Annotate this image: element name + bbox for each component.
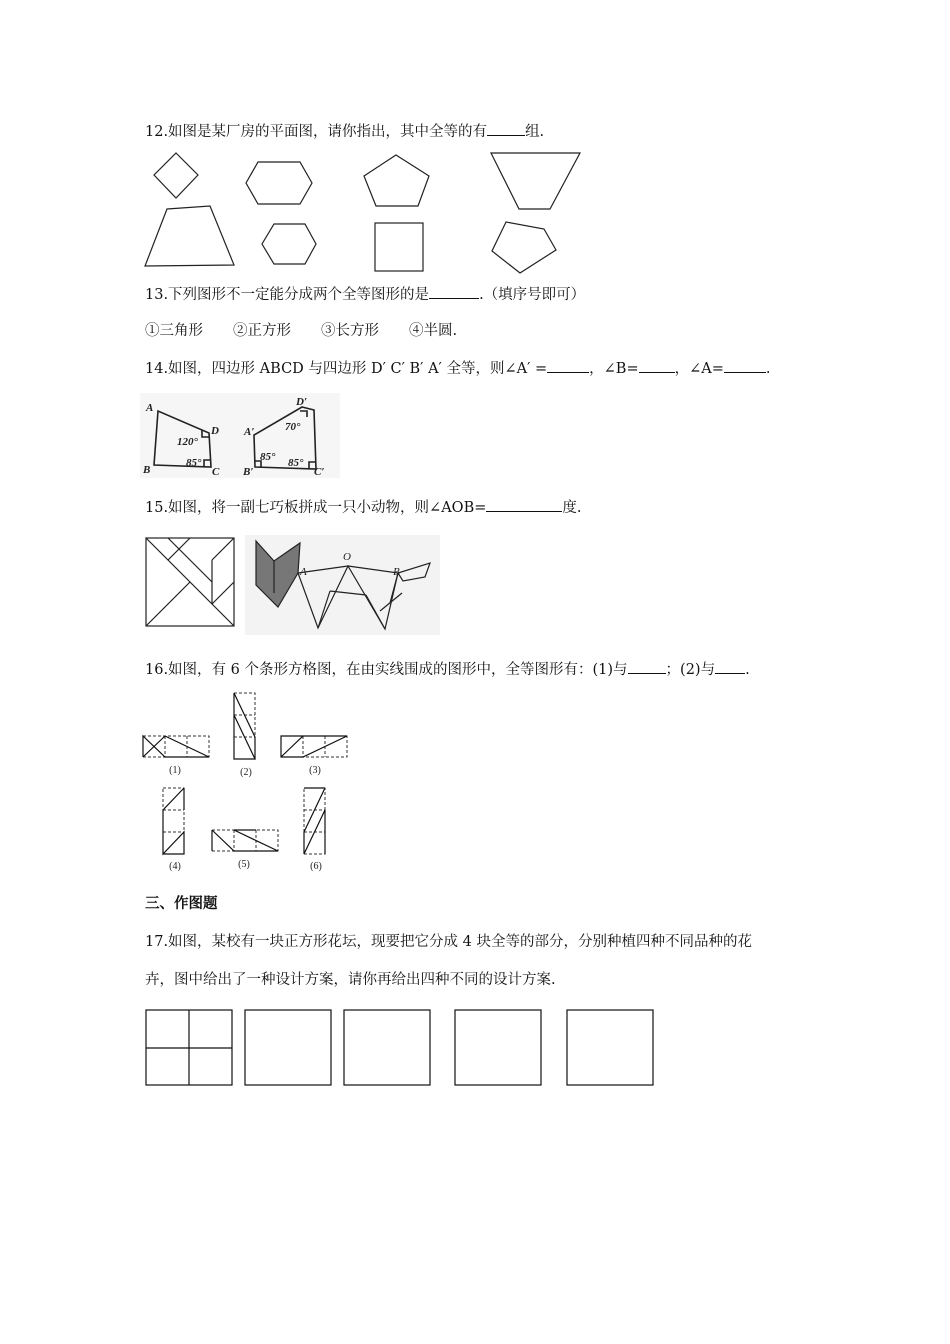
caption-5: (5) (238, 859, 250, 870)
q13-options (145, 321, 457, 341)
q16-text-3: . (745, 662, 750, 678)
q13-option-4: ④半圆. (409, 323, 458, 339)
label-A: A (146, 402, 154, 414)
q14-text-4: . (765, 361, 771, 377)
q14-text-1: 14.如图，四边形 ABCD 与四边形 D′ C′ B′ A′ 全等，则∠A′ = (145, 361, 548, 377)
trapezoid-shape-bottom (145, 206, 234, 266)
q13-text-after: .（填序号即可） (479, 287, 586, 303)
trapezoid-shape-top (491, 153, 580, 209)
square-shape (375, 223, 423, 271)
angle-70: 70° (285, 421, 301, 433)
label-D: D (211, 425, 219, 437)
q12-text-after: 组. (525, 124, 545, 140)
q15-answer-blank[interactable] (486, 497, 562, 512)
label-C: C (212, 466, 220, 478)
q14-quadrilaterals-figure (140, 393, 340, 478)
label-B: B (393, 566, 400, 578)
angle-85-a: 85° (260, 451, 276, 463)
caption-1: (1) (169, 765, 181, 776)
q16-text-1: 16.如图，有 6 个条形方格图，在由实线围成的图形中，全等图形有：(1)与 (145, 662, 628, 678)
angle-120: 120° (177, 436, 198, 448)
question-17-line-1: 17.如图，某校有一块正方形花坛，现要把它分成 4 块全等的部分，分别种植四种不同品种的花 (145, 934, 752, 950)
q12-floor-plan-figure (140, 148, 590, 278)
q13-option-1: ①三角形 (145, 323, 203, 339)
q13-answer-blank[interactable] (429, 284, 479, 299)
label-A: A (300, 566, 307, 578)
label-B-prime: B′ (243, 466, 254, 478)
question-17-line-2: 卉，图中给出了一种设计方案，请你再给出四种不同的设计方案. (145, 972, 556, 988)
section-3-title: 三、作图题 (145, 896, 218, 912)
angle-85-b: 85° (288, 457, 304, 469)
angle-85-left: 85° (186, 457, 202, 469)
q15-text: 15.如图，将一副七巧板拼成一只小动物，则∠AOB= (145, 500, 487, 516)
label-O: O (343, 551, 351, 563)
design-square-4 (567, 1010, 653, 1085)
pentagon-shape-top (364, 155, 429, 206)
q16-blank-1[interactable] (628, 659, 666, 674)
pentagon-shape-bottom (492, 222, 556, 273)
q15-tangram-figure (140, 533, 440, 635)
diamond-shape (154, 153, 198, 198)
q14-text-2: ，∠B= (589, 361, 639, 377)
design-square-3 (455, 1010, 541, 1085)
q12-text: 12.如图是某厂房的平面图，请你指出，其中全等的有 (145, 124, 488, 140)
label-D-prime: D′ (296, 396, 308, 408)
hexagon-shape-top (246, 162, 312, 204)
q12-answer-blank[interactable] (487, 121, 525, 136)
design-square-1 (245, 1010, 331, 1085)
question-14 (145, 358, 771, 379)
q14-text-3: ，∠A= (674, 361, 724, 377)
question-12 (145, 121, 544, 142)
q16-grid-figures (140, 690, 370, 875)
caption-6: (6) (310, 861, 322, 872)
q13-option-2: ②正方形 (233, 323, 291, 339)
label-A-prime: A′ (244, 426, 255, 438)
label-B: B (143, 464, 151, 476)
q16-blank-2[interactable] (715, 659, 745, 674)
q16-text-2: ；(2)与 (665, 662, 716, 678)
q13-text: 13.下列图形不一定能分成两个全等图形的是 (145, 287, 430, 303)
q14-blank-3[interactable] (724, 358, 766, 373)
q14-blank-1[interactable] (547, 358, 589, 373)
design-square-2 (344, 1010, 430, 1085)
question-15 (145, 497, 581, 518)
question-13 (145, 284, 585, 305)
q15-text-after: 度. (562, 500, 582, 516)
label-C-prime: C′ (314, 466, 325, 478)
q17-square-designs (144, 1008, 659, 1088)
q13-option-3: ③长方形 (321, 323, 379, 339)
hexagon-shape-bottom (262, 224, 316, 264)
caption-2: (2) (240, 767, 252, 778)
question-16 (145, 659, 750, 680)
caption-4: (4) (169, 861, 181, 872)
caption-3: (3) (309, 765, 321, 776)
q14-blank-2[interactable] (639, 358, 675, 373)
